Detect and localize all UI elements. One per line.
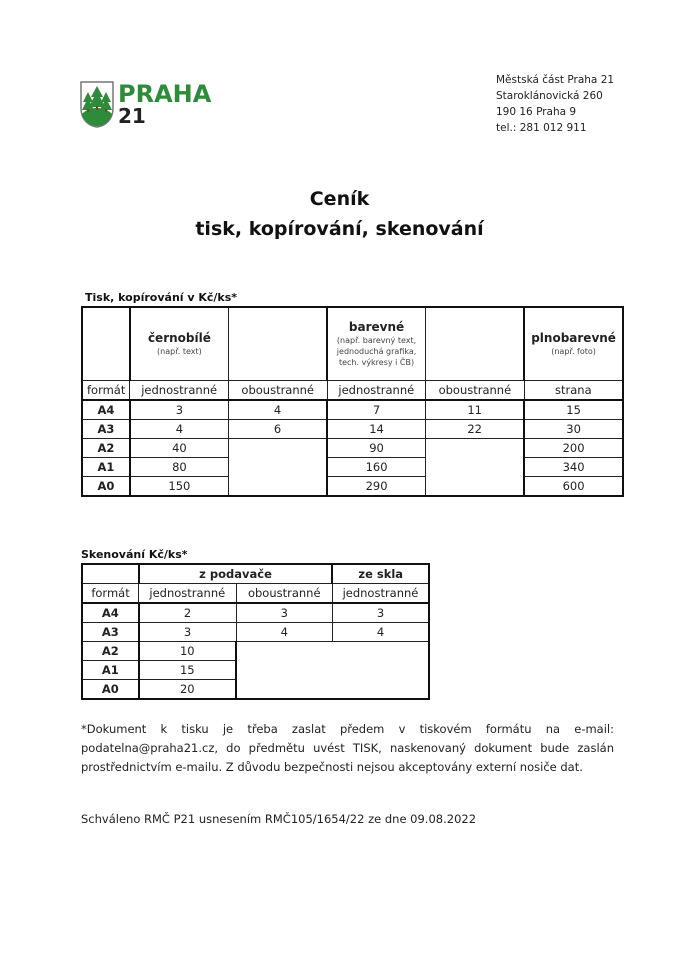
- print-table-label: Tisk, kopírování v Kč/ks*: [85, 291, 238, 304]
- group-header-bw: černobílé (např. text): [130, 307, 229, 381]
- group-header-fullcolor: plnobarevné (např. foto): [524, 307, 623, 381]
- page-title: Ceník: [309, 188, 370, 210]
- address-line: 190 16 Praha 9: [496, 106, 577, 118]
- table-row: A0 150 290 600: [82, 477, 623, 497]
- table-header-row: [82, 307, 623, 381]
- group-header-glass: ze skla: [332, 564, 429, 584]
- column-header-row: formát jednostranné oboustranné jednostranné oboustranné strana: [82, 381, 623, 401]
- table-row: A3 4 6 14 22 30: [82, 420, 623, 439]
- footnote: *Dokument k tisku je třeba zaslat předem v tiskovém formátu na e-mail: podatelna@praha21.cz, do předmětu uvést TISK, naskenovaný dokument bude zaslán prostřednictvím e-mailu. Z důvodu bezpečnosti nejsou akceptovány externí nosiče dat.: [81, 722, 614, 774]
- group-header-feeder: z podavače: [139, 564, 333, 584]
- address-line: Staroklánovická 260: [496, 90, 603, 102]
- group-header-color: barevné (např. barevný text, jednoduchá grafika, tech. výkresy i ČB): [327, 307, 426, 381]
- scan-price-table: [81, 563, 430, 700]
- coat-of-arms-trees-icon: [79, 80, 115, 128]
- table-row: A1 15: [82, 661, 429, 680]
- approval-note: Schváleno RMČ P21 usnesením RMČ105/1654/22 ze dne 09.08.2022: [81, 812, 477, 826]
- scan-table-label: Skenování Kč/ks*: [81, 548, 188, 561]
- address-phone: tel.: 281 012 911: [496, 122, 587, 134]
- address-block: [496, 72, 614, 136]
- table-row: A3 3 4 4: [82, 623, 429, 642]
- table-row: A4 3 4 7 11 15: [82, 400, 623, 420]
- praha21-logo: [79, 80, 212, 130]
- logo-text: PRAHA: [118, 80, 212, 108]
- logo-number: 21: [118, 104, 146, 128]
- print-price-table: [81, 306, 624, 497]
- table-row: A4 2 3 3: [82, 603, 429, 623]
- table-row: A2 40 90 200: [82, 439, 623, 458]
- column-header-row: formát jednostranné oboustranné jednostranné: [82, 584, 429, 604]
- group-header-row: [82, 564, 429, 584]
- table-row: A2 10: [82, 642, 429, 661]
- page-subtitle: tisk, kopírování, skenování: [195, 218, 484, 240]
- table-row: A1 80 160 340: [82, 458, 623, 477]
- address-line: Městská část Praha 21: [496, 74, 615, 86]
- table-row: A0 20: [82, 680, 429, 700]
